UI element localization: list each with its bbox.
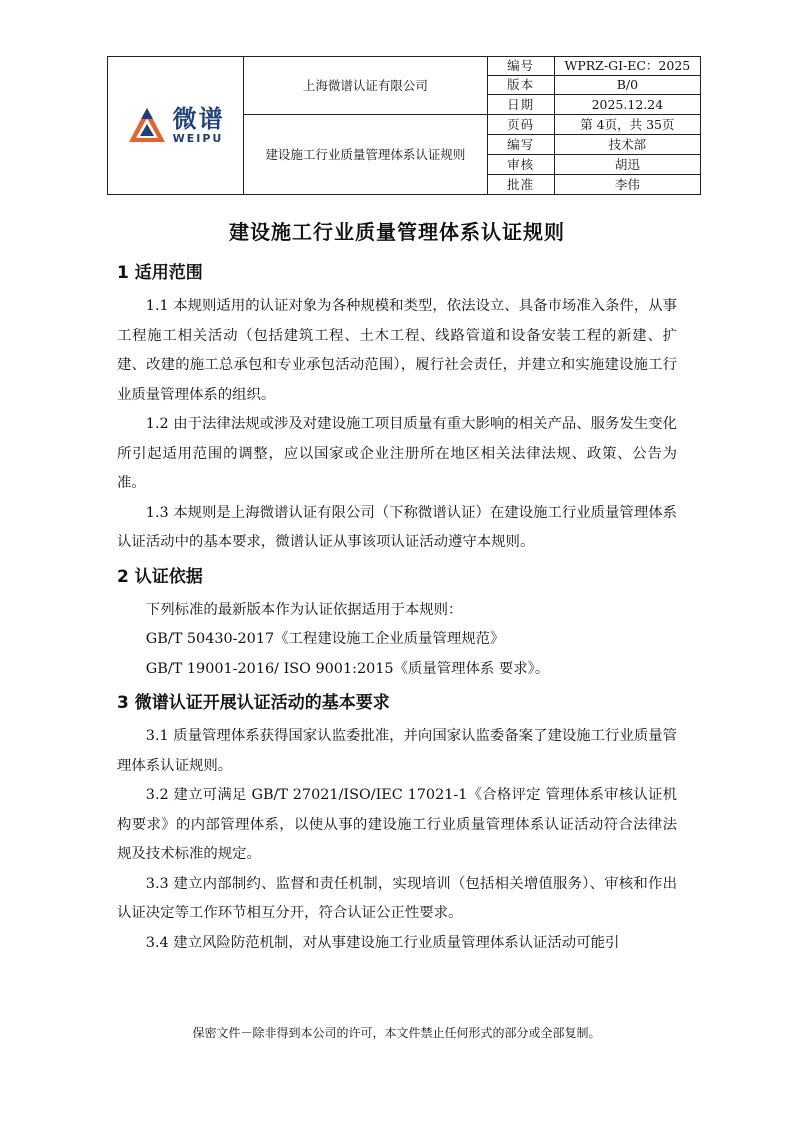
paragraph-3-2: 3.2 建立可满足 GB/T 27021/ISO/IEC 17021-1《合格评定 管理体系审核认证机构要求》的内部管理体系，以使从事的建设施工行业质量管理体系认证活动符合法律法规及技术标准的规定。	[117, 787, 677, 862]
header-table	[107, 56, 701, 195]
field-key-reviewer: 审核	[487, 155, 554, 175]
field-value-version: B/0	[554, 76, 700, 95]
logo-en-text: WEIPU	[172, 132, 224, 145]
paragraph-3-3: 3.3 建立内部制约、监督和责任机制，实现培训（包括相关增值服务）、审核和作出认证决定等工作环节相互分开，符合认证公正性要求。	[117, 875, 677, 921]
paragraph-2-intro: 下列标准的最新版本作为认证依据适用于本规则：	[145, 601, 463, 618]
field-value-page: 第 4页，共 35页	[554, 115, 700, 135]
field-key-number: 编号	[487, 57, 554, 76]
field-key-page: 页码	[487, 115, 554, 135]
paragraph-3-1: 3.1 质量管理体系获得国家认监委批准，并向国家认监委备案了建设施工行业质量管理体系认证规则。	[117, 728, 677, 774]
header-doc-title: 建设施工行业质量管理体系认证规则	[244, 115, 487, 195]
field-value-number: WPRZ-GI-EC：2025	[554, 57, 700, 76]
field-key-version: 版本	[487, 76, 554, 95]
field-value-approver: 李伟	[554, 175, 700, 195]
confidentiality-footer: 保密文件－除非得到本公司的许可，本文件禁止任何形式的部分或全部复制。	[192, 1026, 601, 1040]
field-key-approver: 批准	[487, 175, 554, 195]
document-body	[117, 210, 677, 958]
logo-cell	[108, 57, 244, 195]
field-value-reviewer: 胡迅	[554, 155, 700, 175]
paragraph-1-3: 1.3 本规则是上海微谱认证有限公司（下称微谱认证）在建设施工行业质量管理体系认证活动中的基本要求，微谱认证从事该项认证活动遵守本规则。	[117, 504, 677, 550]
field-value-author: 技术部	[554, 135, 700, 155]
field-key-date: 日期	[487, 95, 554, 115]
logo-cn-text: 微谱	[172, 105, 225, 133]
paragraph-2-std-2: GB/T 19001-2016/ ISO 9001:2015《质量管理体系 要求》。	[145, 660, 550, 677]
paragraph-2-std-1: GB/T 50430-2017《工程建设施工企业质量管理规范》	[145, 631, 505, 647]
company-name: 上海微谱认证有限公司	[244, 57, 487, 115]
weipu-logo-icon	[127, 106, 167, 146]
field-key-author: 编写	[487, 135, 554, 155]
document-title: 建设施工行业质量管理体系认证规则	[229, 220, 565, 244]
section-heading-basis: 2 认证依据	[117, 566, 203, 587]
paragraph-1-2: 1.2 由于法律法规或涉及对建设施工项目质量有重大影响的相关产品、服务发生变化所引起适用范围的调整，应以国家或企业注册所在地区相关法律法规、政策、公告为准。	[117, 416, 677, 491]
field-value-date: 2025.12.24	[554, 95, 700, 115]
paragraph-1-1: 1.1 本规则适用的认证对象为各种规模和类型，依法设立、具备市场准入条件，从事工程施工相关活动（包括建筑工程、土木工程、线路管道和设备安装工程的新建、扩建、改建的施工总承包和专业承包活动范围），履行社会责任，并建立和实施建设施工行业质量管理体系的组织。	[117, 298, 677, 403]
paragraph-3-4: 3.4 建立风险防范机制，对从事建设施工行业质量管理体系认证活动可能引	[145, 934, 620, 951]
section-heading-scope: 1 适用范围	[117, 263, 203, 283]
section-heading-requirements: 3 微谱认证开展认证活动的基本要求	[117, 693, 390, 713]
company-logo	[108, 106, 243, 146]
